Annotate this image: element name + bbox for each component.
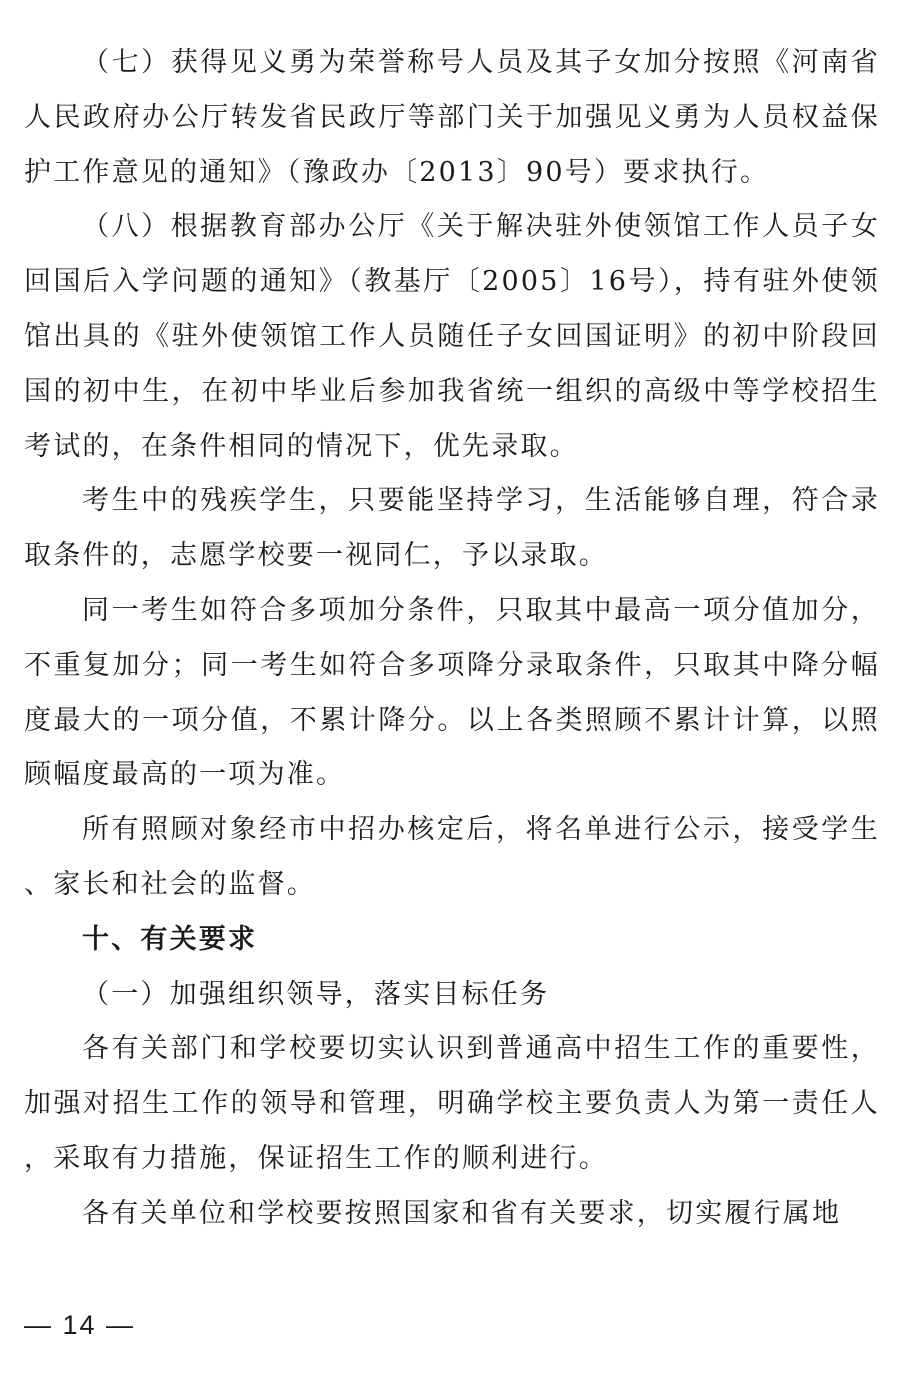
paragraph-public-notice: 所有照顾对象经市中招办核定后，将名单进行公示，接受学生、家长和社会的监督。	[24, 814, 880, 900]
paragraph-embassy-children: （八）根据教育部办公厅《关于解决驻外使领馆工作人员子女回国后入学问题的通知》（教基厅〔2005〕16号），持有驻外使领馆出具的《驻外使领馆工作人员随任子女回国证明》的初中阶段回国的初中生，在初中毕业后参加我省统一组织的高级中等学校招生考试的，在条件相同的情况下，优先录取。	[24, 211, 880, 462]
paragraph-bravery-bonus: （七）获得见义勇为荣誉称号人员及其子女加分按照《河南省人民政府办公厅转发省民政厅等部门关于加强见义勇为人员权益保护工作意见的通知》（豫政办〔2013〕90号）要求执行。	[24, 47, 880, 188]
page-number: — 14 —	[24, 1310, 136, 1340]
section-heading: 十、有关要求	[82, 923, 258, 955]
paragraph-leadership: 各有关部门和学校要切实认识到普通高中招生工作的重要性，加强对招生工作的领导和管理，明确学校主要负责人为第一责任人，采取有力措施，保证招生工作的顺利进行。	[24, 1033, 880, 1174]
paragraph-responsibility: 各有关单位和学校要按照国家和省有关要求，切实履行属地	[82, 1197, 842, 1229]
paragraph-multiple-bonus: 同一考生如符合多项加分条件，只取其中最高一项分值加分，不重复加分；同一考生如符合多项降分录取条件，只取其中降分幅度最大的一项分值，不累计降分。以上各类照顾不累计计算，以照顾幅度最高的一项为准。	[24, 594, 880, 791]
document-body	[24, 36, 880, 1242]
subsection-heading: （一）加强组织领导，落实目标任务	[82, 978, 550, 1010]
paragraph-disabled-students: 考生中的残疾学生，只要能坚持学习，生活能够自理，符合录取条件的，志愿学校要一视同仁，予以录取。	[24, 485, 880, 572]
